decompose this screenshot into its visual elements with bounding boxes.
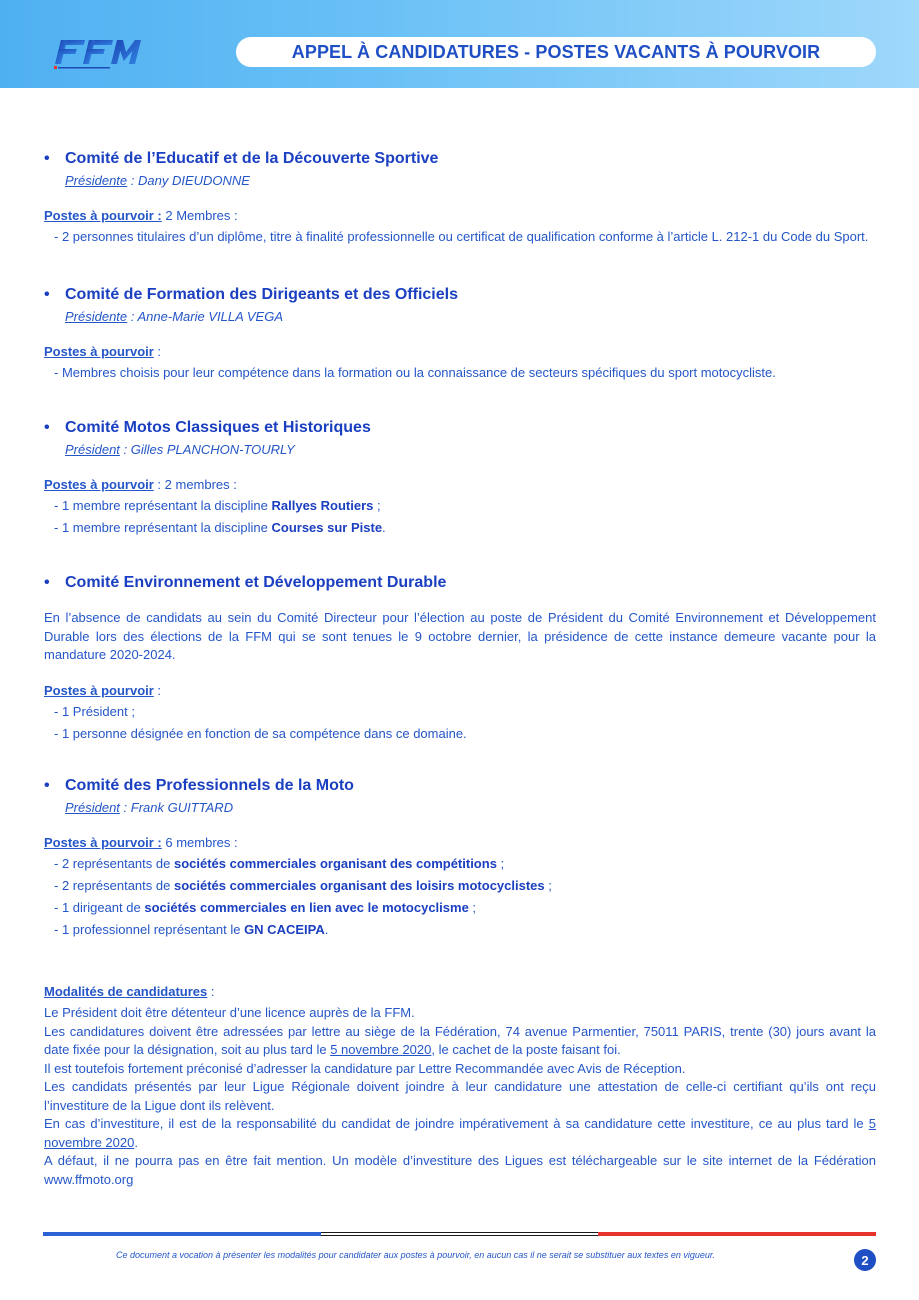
president-line: Présidente : Anne-Marie VILLA VEGA — [65, 309, 283, 324]
postes-line: Postes à pourvoir : — [44, 344, 162, 359]
section-title: • Comité de Formation des Dirigeants et des Officiels — [44, 286, 458, 303]
deadline-date: 5 novembre 2020 — [330, 1042, 432, 1057]
list-item: - 2 personnes titulaires d’un diplôme, titre à finalité professionnelle ou certificat de qualification conforme à l’article L. 212-1 du Code du Sport. — [54, 229, 869, 244]
section-motos-classiques — [44, 418, 876, 537]
page-title: APPEL À CANDIDATURES - POSTES VACANTS À POURVOIR — [236, 37, 876, 67]
modalites-section — [44, 983, 876, 1189]
postes-line: Postes à pourvoir : 6 membres : — [44, 835, 238, 850]
bullet-icon: • — [44, 150, 50, 167]
section-educatif — [44, 149, 876, 246]
bullet-icon: • — [44, 574, 50, 591]
tricolor-divider — [43, 1232, 876, 1236]
bullet-icon: • — [44, 419, 50, 436]
modalites-text: Le Président doit être détenteur d’une licence auprès de la FFM. Les candidatures doivent être adressées par lettre au siège de la Fédération, 74 avenue Parmentier, 75011 PARIS, trente (30) jours avant la date fixée pour la désignation, soit au plus tard le 5 novembre 2020, le cachet de la poste faisant foi. Il est toutefois fortement préconisé d’adresser la candidature par Lettre Recommandée avec Avis de Réception. Les candidats présentés par leur Ligue Régionale doivent joindre à leur candidature une attestation de celle-ci certifiant qu’ils ont reçu l’investiture de la Ligue dont ils relèvent. En cas d’investiture, il est de la responsabilité du candidat de joindre impérativement à sa candidature cette investiture, ce au plus tard le 5 novembre 2020. A défaut, il ne pourra pas en être fait mention. Un modèle d’investiture des Ligues est téléchargeable sur le site internet de la Fédération www.ffmoto.org — [44, 1005, 876, 1187]
deadline-date: 5 novembre 2020 — [44, 1116, 876, 1150]
list-item: - Membres choisis pour leur compétence dans la formation ou la connaissance de secteurs spécifiques du sport motocycliste. — [54, 365, 776, 380]
section-title: • Comité Environnement et Développement Durable — [44, 574, 447, 591]
list-item: - 1 professionnel représentant le GN CACEIPA. — [54, 922, 329, 937]
bullet-icon: • — [44, 777, 50, 794]
section-paragraph: En l’absence de candidats au sein du Comité Directeur pour l’élection au poste de Président du Comité Environnement et Développement Durable lors des élections de la FFM qui se sont tenues le 9 octobre dernier, la présidence de cette instance demeure vacante pour la mandature 2020-2024. — [44, 610, 876, 662]
section-title: • Comité de l’Educatif et de la Découverte Sportive — [44, 150, 439, 167]
postes-line: Postes à pourvoir : — [44, 682, 162, 698]
list-item: - 1 Président ; — [54, 703, 135, 719]
section-title: • Comité des Professionnels de la Moto — [44, 777, 354, 794]
list-item: - 1 membre représentant la discipline Rallyes Routiers ; — [54, 498, 381, 513]
list-item: - 2 représentants de sociétés commerciales organisant des loisirs motocyclistes ; — [54, 878, 552, 893]
list-item: - 1 personne désignée en fonction de sa compétence dans ce domaine. — [54, 725, 467, 741]
section-professionnels — [44, 776, 876, 939]
section-formation — [44, 285, 876, 382]
section-title: • Comité Motos Classiques et Historiques — [44, 419, 371, 436]
president-line: Président : Frank GUITTARD — [65, 800, 234, 815]
bullet-icon: • — [44, 286, 50, 303]
modalites-title: Modalités de candidatures : — [44, 984, 215, 999]
list-item: - 2 représentants de sociétés commerciales organisant des compétitions ; — [54, 856, 505, 871]
footer-disclaimer: Ce document a vocation à présenter les modalités pour candidater aux postes à pourvoir, en aucun cas il ne serait se substituer aux textes en vigueur. — [116, 1250, 716, 1260]
president-line: Président : Gilles PLANCHON-TOURLY — [65, 442, 295, 457]
section-environnement — [44, 573, 876, 743]
postes-line: Postes à pourvoir : 2 Membres : — [44, 208, 238, 223]
ffm-logo — [52, 36, 144, 72]
page-header — [0, 0, 919, 88]
list-item: - 1 membre représentant la discipline Courses sur Piste. — [54, 520, 386, 535]
postes-line: Postes à pourvoir : 2 membres : — [44, 477, 237, 492]
page-number: 2 — [854, 1249, 876, 1271]
president-line: Présidente : Dany DIEUDONNE — [65, 173, 250, 188]
list-item: - 1 dirigeant de sociétés commerciales en lien avec le motocyclisme ; — [54, 900, 477, 915]
